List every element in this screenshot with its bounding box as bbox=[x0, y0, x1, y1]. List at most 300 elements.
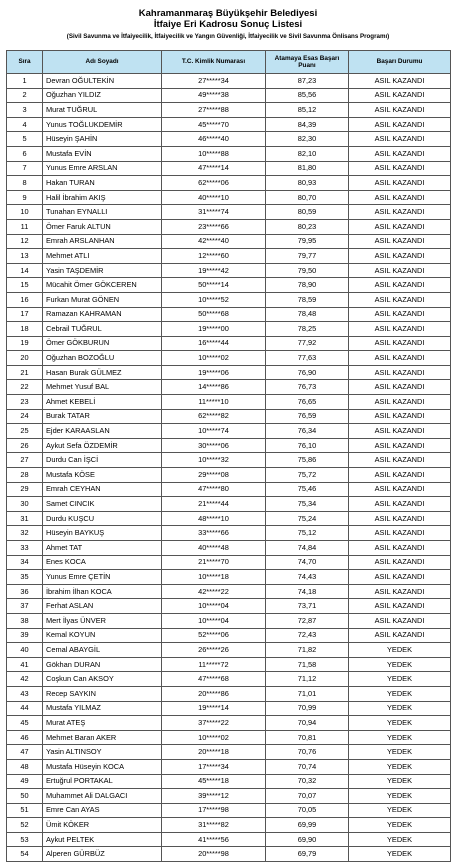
score-cell: 84,39 bbox=[266, 117, 349, 132]
rank-cell: 23 bbox=[7, 395, 43, 410]
score-cell: 70,94 bbox=[266, 716, 349, 731]
id-number-cell: 45*****70 bbox=[162, 117, 266, 132]
id-number-cell: 31*****82 bbox=[162, 818, 266, 833]
name-cell: Ümit KÖKER bbox=[43, 818, 162, 833]
table-row bbox=[7, 336, 451, 351]
rank-cell: 4 bbox=[7, 117, 43, 132]
score-cell: 76,65 bbox=[266, 395, 349, 410]
id-number-cell: 17*****34 bbox=[162, 759, 266, 774]
name-cell: Kemal KOYUN bbox=[43, 628, 162, 643]
table-row bbox=[7, 219, 451, 234]
id-number-cell: 41*****56 bbox=[162, 832, 266, 847]
table-row bbox=[7, 132, 451, 147]
score-cell: 70,74 bbox=[266, 759, 349, 774]
score-cell: 69,90 bbox=[266, 832, 349, 847]
name-cell: Burak TATAR bbox=[43, 409, 162, 424]
rank-cell: 20 bbox=[7, 351, 43, 366]
id-number-cell: 47*****14 bbox=[162, 161, 266, 176]
table-row bbox=[7, 847, 451, 862]
score-cell: 71,12 bbox=[266, 672, 349, 687]
table-row bbox=[7, 205, 451, 220]
rank-cell: 7 bbox=[7, 161, 43, 176]
status-cell: ASIL KAZANDI bbox=[349, 74, 451, 89]
score-cell: 72,87 bbox=[266, 613, 349, 628]
table-row bbox=[7, 234, 451, 249]
name-cell: Cebrail TUĞRUL bbox=[43, 322, 162, 337]
id-number-cell: 48*****10 bbox=[162, 511, 266, 526]
id-number-cell: 10*****74 bbox=[162, 424, 266, 439]
name-cell: Mustafa Hüseyin KOCA bbox=[43, 759, 162, 774]
status-cell: ASIL KAZANDI bbox=[349, 395, 451, 410]
status-cell: ASIL KAZANDI bbox=[349, 161, 451, 176]
rank-cell: 10 bbox=[7, 205, 43, 220]
table-row bbox=[7, 190, 451, 205]
name-cell: Coşkun Can AKSOY bbox=[43, 672, 162, 687]
id-number-cell: 23*****66 bbox=[162, 219, 266, 234]
rank-cell: 38 bbox=[7, 613, 43, 628]
program-subtitle: (Sivil Savunma ve İtfaiyecilik, İtfaiyecilik ve Yangın Güvenliği, İtfaiyecilik ve Sivil Savunma Önlisans Programı) bbox=[66, 33, 390, 40]
header-rank: Sıra bbox=[7, 51, 43, 74]
name-cell: Hakan TURAN bbox=[43, 176, 162, 191]
status-cell: YEDEK bbox=[349, 716, 451, 731]
rank-cell: 26 bbox=[7, 438, 43, 453]
score-cell: 76,90 bbox=[266, 365, 349, 380]
status-cell: ASIL KAZANDI bbox=[349, 438, 451, 453]
status-cell: YEDEK bbox=[349, 759, 451, 774]
name-cell: Emrah CEYHAN bbox=[43, 482, 162, 497]
status-cell: YEDEK bbox=[349, 789, 451, 804]
status-cell: ASIL KAZANDI bbox=[349, 468, 451, 483]
status-cell: ASIL KAZANDI bbox=[349, 292, 451, 307]
id-number-cell: 17*****98 bbox=[162, 803, 266, 818]
rank-cell: 22 bbox=[7, 380, 43, 395]
status-cell: YEDEK bbox=[349, 832, 451, 847]
rank-cell: 40 bbox=[7, 643, 43, 658]
table-row bbox=[7, 672, 451, 687]
score-cell: 73,71 bbox=[266, 599, 349, 614]
status-cell: ASIL KAZANDI bbox=[349, 336, 451, 351]
table-row bbox=[7, 468, 451, 483]
name-cell: Hüseyin BAYKUŞ bbox=[43, 526, 162, 541]
status-cell: ASIL KAZANDI bbox=[349, 307, 451, 322]
table-row bbox=[7, 307, 451, 322]
table-row bbox=[7, 774, 451, 789]
name-cell: Mustafa KÖSE bbox=[43, 468, 162, 483]
name-cell: Ömer GÖKBURUN bbox=[43, 336, 162, 351]
rank-cell: 45 bbox=[7, 716, 43, 731]
status-cell: ASIL KAZANDI bbox=[349, 263, 451, 278]
score-cell: 80,93 bbox=[266, 176, 349, 191]
name-cell: Emrah ARSLANHAN bbox=[43, 234, 162, 249]
table-row bbox=[7, 292, 451, 307]
name-cell: Murat TUĞRUL bbox=[43, 103, 162, 118]
name-cell: Recep SAYKIN bbox=[43, 686, 162, 701]
status-cell: ASIL KAZANDI bbox=[349, 234, 451, 249]
score-cell: 70,07 bbox=[266, 789, 349, 804]
header-name: Adı Soyadı bbox=[43, 51, 162, 74]
score-cell: 70,05 bbox=[266, 803, 349, 818]
list-title: İtfaiye Eri Kadrosu Sonuç Listesi bbox=[153, 19, 303, 30]
rank-cell: 25 bbox=[7, 424, 43, 439]
table-row bbox=[7, 249, 451, 264]
score-cell: 80,23 bbox=[266, 219, 349, 234]
id-number-cell: 19*****06 bbox=[162, 365, 266, 380]
rank-cell: 31 bbox=[7, 511, 43, 526]
id-number-cell: 16*****44 bbox=[162, 336, 266, 351]
status-cell: ASIL KAZANDI bbox=[349, 380, 451, 395]
status-cell: ASIL KAZANDI bbox=[349, 322, 451, 337]
name-cell: Mehmet Baran AKER bbox=[43, 730, 162, 745]
status-cell: ASIL KAZANDI bbox=[349, 103, 451, 118]
rank-cell: 52 bbox=[7, 818, 43, 833]
table-row bbox=[7, 176, 451, 191]
rank-cell: 5 bbox=[7, 132, 43, 147]
institution-title: Kahramanmaraş Büyükşehir Belediyesi bbox=[138, 8, 318, 19]
score-cell: 70,76 bbox=[266, 745, 349, 760]
id-number-cell: 29*****08 bbox=[162, 468, 266, 483]
score-cell: 75,12 bbox=[266, 526, 349, 541]
id-number-cell: 10*****88 bbox=[162, 146, 266, 161]
table-row bbox=[7, 643, 451, 658]
id-number-cell: 40*****10 bbox=[162, 190, 266, 205]
rank-cell: 47 bbox=[7, 745, 43, 760]
rank-cell: 8 bbox=[7, 176, 43, 191]
table-row bbox=[7, 424, 451, 439]
rank-cell: 34 bbox=[7, 555, 43, 570]
rank-cell: 27 bbox=[7, 453, 43, 468]
table-row bbox=[7, 453, 451, 468]
rank-cell: 19 bbox=[7, 336, 43, 351]
status-cell: ASIL KAZANDI bbox=[349, 526, 451, 541]
rank-cell: 48 bbox=[7, 759, 43, 774]
rank-cell: 53 bbox=[7, 832, 43, 847]
table-row bbox=[7, 759, 451, 774]
name-cell: Mehmet Yusuf BAL bbox=[43, 380, 162, 395]
score-cell: 75,34 bbox=[266, 497, 349, 512]
name-cell: Aykut Sefa ÖZDEMİR bbox=[43, 438, 162, 453]
status-cell: ASIL KAZANDI bbox=[349, 453, 451, 468]
table-row bbox=[7, 613, 451, 628]
id-number-cell: 20*****18 bbox=[162, 745, 266, 760]
score-cell: 85,12 bbox=[266, 103, 349, 118]
name-cell: Ferhat ASLAN bbox=[43, 599, 162, 614]
header-score: Atamaya Esas Başarı Puanı bbox=[266, 51, 349, 74]
rank-cell: 12 bbox=[7, 234, 43, 249]
name-cell: Alperen GÜRBÜZ bbox=[43, 847, 162, 862]
score-cell: 76,73 bbox=[266, 380, 349, 395]
status-cell: ASIL KAZANDI bbox=[349, 365, 451, 380]
table-row bbox=[7, 628, 451, 643]
rank-cell: 42 bbox=[7, 672, 43, 687]
name-cell: Enes KOCA bbox=[43, 555, 162, 570]
status-cell: ASIL KAZANDI bbox=[349, 424, 451, 439]
table-row bbox=[7, 526, 451, 541]
name-cell: Oğuzhan YILDIZ bbox=[43, 88, 162, 103]
score-cell: 72,43 bbox=[266, 628, 349, 643]
rank-cell: 29 bbox=[7, 482, 43, 497]
score-cell: 70,99 bbox=[266, 701, 349, 716]
score-cell: 74,84 bbox=[266, 541, 349, 556]
name-cell: Murat ATEŞ bbox=[43, 716, 162, 731]
id-number-cell: 12*****60 bbox=[162, 249, 266, 264]
name-cell: Durdu Can İŞCİ bbox=[43, 453, 162, 468]
rank-cell: 28 bbox=[7, 468, 43, 483]
status-cell: YEDEK bbox=[349, 774, 451, 789]
name-cell: Halil İbrahim AKIŞ bbox=[43, 190, 162, 205]
name-cell: Emre Can AYAS bbox=[43, 803, 162, 818]
status-cell: ASIL KAZANDI bbox=[349, 351, 451, 366]
id-number-cell: 52*****06 bbox=[162, 628, 266, 643]
score-cell: 71,82 bbox=[266, 643, 349, 658]
status-cell: ASIL KAZANDI bbox=[349, 584, 451, 599]
score-cell: 79,77 bbox=[266, 249, 349, 264]
table-row bbox=[7, 497, 451, 512]
id-number-cell: 62*****06 bbox=[162, 176, 266, 191]
table-row bbox=[7, 584, 451, 599]
table-row bbox=[7, 146, 451, 161]
rank-cell: 49 bbox=[7, 774, 43, 789]
name-cell: Cemal ABAYGİL bbox=[43, 643, 162, 658]
name-cell: Yunus Emre ARSLAN bbox=[43, 161, 162, 176]
rank-cell: 17 bbox=[7, 307, 43, 322]
rank-cell: 11 bbox=[7, 219, 43, 234]
id-number-cell: 26*****26 bbox=[162, 643, 266, 658]
status-cell: ASIL KAZANDI bbox=[349, 190, 451, 205]
score-cell: 78,90 bbox=[266, 278, 349, 293]
rank-cell: 15 bbox=[7, 278, 43, 293]
id-number-cell: 10*****02 bbox=[162, 351, 266, 366]
id-number-cell: 30*****06 bbox=[162, 438, 266, 453]
score-cell: 74,70 bbox=[266, 555, 349, 570]
score-cell: 75,72 bbox=[266, 468, 349, 483]
score-cell: 75,86 bbox=[266, 453, 349, 468]
score-cell: 87,23 bbox=[266, 74, 349, 89]
score-cell: 76,59 bbox=[266, 409, 349, 424]
status-cell: ASIL KAZANDI bbox=[349, 613, 451, 628]
score-cell: 80,59 bbox=[266, 205, 349, 220]
id-number-cell: 19*****00 bbox=[162, 322, 266, 337]
table-row bbox=[7, 701, 451, 716]
rank-cell: 16 bbox=[7, 292, 43, 307]
table-row bbox=[7, 745, 451, 760]
rank-cell: 44 bbox=[7, 701, 43, 716]
id-number-cell: 49*****38 bbox=[162, 88, 266, 103]
score-cell: 79,50 bbox=[266, 263, 349, 278]
status-cell: YEDEK bbox=[349, 672, 451, 687]
score-cell: 75,24 bbox=[266, 511, 349, 526]
id-number-cell: 37*****22 bbox=[162, 716, 266, 731]
status-cell: YEDEK bbox=[349, 730, 451, 745]
score-cell: 70,81 bbox=[266, 730, 349, 745]
status-cell: ASIL KAZANDI bbox=[349, 409, 451, 424]
id-number-cell: 10*****32 bbox=[162, 453, 266, 468]
score-cell: 78,25 bbox=[266, 322, 349, 337]
rank-cell: 24 bbox=[7, 409, 43, 424]
status-cell: ASIL KAZANDI bbox=[349, 628, 451, 643]
id-number-cell: 14*****86 bbox=[162, 380, 266, 395]
score-cell: 71,01 bbox=[266, 686, 349, 701]
id-number-cell: 33*****66 bbox=[162, 526, 266, 541]
rank-cell: 30 bbox=[7, 497, 43, 512]
results-table bbox=[6, 50, 451, 862]
name-cell: Ramazan KAHRAMAN bbox=[43, 307, 162, 322]
id-number-cell: 46*****40 bbox=[162, 132, 266, 147]
id-number-cell: 27*****88 bbox=[162, 103, 266, 118]
status-cell: ASIL KAZANDI bbox=[349, 117, 451, 132]
status-cell: YEDEK bbox=[349, 701, 451, 716]
header-id-number: T.C. Kimlik Numarası bbox=[162, 51, 266, 74]
id-number-cell: 31*****74 bbox=[162, 205, 266, 220]
rank-cell: 51 bbox=[7, 803, 43, 818]
score-cell: 74,43 bbox=[266, 570, 349, 585]
table-row bbox=[7, 365, 451, 380]
rank-cell: 41 bbox=[7, 657, 43, 672]
id-number-cell: 40*****48 bbox=[162, 541, 266, 556]
name-cell: Yunus TOĞLUKDEMİR bbox=[43, 117, 162, 132]
id-number-cell: 10*****04 bbox=[162, 613, 266, 628]
status-cell: ASIL KAZANDI bbox=[349, 132, 451, 147]
name-cell: Samet CINCIK bbox=[43, 497, 162, 512]
score-cell: 76,34 bbox=[266, 424, 349, 439]
name-cell: Ahmet TAT bbox=[43, 541, 162, 556]
score-cell: 70,32 bbox=[266, 774, 349, 789]
name-cell: İbrahim İlhan KOCA bbox=[43, 584, 162, 599]
name-cell: Gökhan DURAN bbox=[43, 657, 162, 672]
name-cell: Ömer Faruk ALTUN bbox=[43, 219, 162, 234]
name-cell: Ertuğrul PORTAKAL bbox=[43, 774, 162, 789]
score-cell: 82,10 bbox=[266, 146, 349, 161]
status-cell: ASIL KAZANDI bbox=[349, 249, 451, 264]
name-cell: Mücahit Ömer GÖKCEREN bbox=[43, 278, 162, 293]
name-cell: Aykut PELTEK bbox=[43, 832, 162, 847]
status-cell: YEDEK bbox=[349, 818, 451, 833]
table-header-row bbox=[7, 51, 451, 74]
rank-cell: 46 bbox=[7, 730, 43, 745]
name-cell: Mehmet ATLI bbox=[43, 249, 162, 264]
score-cell: 75,46 bbox=[266, 482, 349, 497]
name-cell: Yunus Emre ÇETİN bbox=[43, 570, 162, 585]
rank-cell: 37 bbox=[7, 599, 43, 614]
table-row bbox=[7, 351, 451, 366]
id-number-cell: 10*****04 bbox=[162, 599, 266, 614]
rank-cell: 54 bbox=[7, 847, 43, 862]
id-number-cell: 47*****68 bbox=[162, 672, 266, 687]
table-row bbox=[7, 686, 451, 701]
rank-cell: 43 bbox=[7, 686, 43, 701]
rank-cell: 9 bbox=[7, 190, 43, 205]
rank-cell: 50 bbox=[7, 789, 43, 804]
id-number-cell: 19*****14 bbox=[162, 701, 266, 716]
id-number-cell: 10*****02 bbox=[162, 730, 266, 745]
table-row bbox=[7, 570, 451, 585]
score-cell: 78,59 bbox=[266, 292, 349, 307]
name-cell: Mert İlyas ÜNVER bbox=[43, 613, 162, 628]
score-cell: 69,99 bbox=[266, 818, 349, 833]
id-number-cell: 20*****86 bbox=[162, 686, 266, 701]
status-cell: ASIL KAZANDI bbox=[349, 511, 451, 526]
id-number-cell: 39*****12 bbox=[162, 789, 266, 804]
id-number-cell: 45*****18 bbox=[162, 774, 266, 789]
score-cell: 85,56 bbox=[266, 88, 349, 103]
table-row bbox=[7, 657, 451, 672]
name-cell: Devran OĞULTEKİN bbox=[43, 74, 162, 89]
score-cell: 80,70 bbox=[266, 190, 349, 205]
score-cell: 77,63 bbox=[266, 351, 349, 366]
table-row bbox=[7, 832, 451, 847]
table-row bbox=[7, 541, 451, 556]
header-status: Başarı Durumu bbox=[349, 51, 451, 74]
name-cell: Muhammet Ali DALGACI bbox=[43, 789, 162, 804]
rank-cell: 35 bbox=[7, 570, 43, 585]
status-cell: ASIL KAZANDI bbox=[349, 88, 451, 103]
score-cell: 69,79 bbox=[266, 847, 349, 862]
table-row bbox=[7, 599, 451, 614]
name-cell: Ahmet KEBELİ bbox=[43, 395, 162, 410]
table-row bbox=[7, 88, 451, 103]
table-row bbox=[7, 117, 451, 132]
table-row bbox=[7, 818, 451, 833]
rank-cell: 2 bbox=[7, 88, 43, 103]
id-number-cell: 21*****44 bbox=[162, 497, 266, 512]
table-row bbox=[7, 409, 451, 424]
score-cell: 82,30 bbox=[266, 132, 349, 147]
id-number-cell: 19*****42 bbox=[162, 263, 266, 278]
status-cell: ASIL KAZANDI bbox=[349, 541, 451, 556]
id-number-cell: 10*****52 bbox=[162, 292, 266, 307]
table-row bbox=[7, 789, 451, 804]
table-row bbox=[7, 278, 451, 293]
table-row bbox=[7, 438, 451, 453]
score-cell: 77,92 bbox=[266, 336, 349, 351]
status-cell: ASIL KAZANDI bbox=[349, 555, 451, 570]
rank-cell: 21 bbox=[7, 365, 43, 380]
score-cell: 74,18 bbox=[266, 584, 349, 599]
id-number-cell: 62*****82 bbox=[162, 409, 266, 424]
name-cell: Yasin ALTINSOY bbox=[43, 745, 162, 760]
rank-cell: 6 bbox=[7, 146, 43, 161]
id-number-cell: 50*****68 bbox=[162, 307, 266, 322]
rank-cell: 1 bbox=[7, 74, 43, 89]
status-cell: ASIL KAZANDI bbox=[349, 497, 451, 512]
name-cell: Oğuzhan BOZOĞLU bbox=[43, 351, 162, 366]
rank-cell: 36 bbox=[7, 584, 43, 599]
rank-cell: 13 bbox=[7, 249, 43, 264]
status-cell: ASIL KAZANDI bbox=[349, 278, 451, 293]
status-cell: YEDEK bbox=[349, 643, 451, 658]
name-cell: Hasan Burak GÜLMEZ bbox=[43, 365, 162, 380]
name-cell: Furkan Murat GÖNEN bbox=[43, 292, 162, 307]
rank-cell: 3 bbox=[7, 103, 43, 118]
table-row bbox=[7, 803, 451, 818]
score-cell: 71,58 bbox=[266, 657, 349, 672]
table-row bbox=[7, 380, 451, 395]
id-number-cell: 50*****14 bbox=[162, 278, 266, 293]
id-number-cell: 11*****10 bbox=[162, 395, 266, 410]
status-cell: ASIL KAZANDI bbox=[349, 219, 451, 234]
status-cell: YEDEK bbox=[349, 803, 451, 818]
name-cell: Mustafa YILMAZ bbox=[43, 701, 162, 716]
id-number-cell: 21*****70 bbox=[162, 555, 266, 570]
table-row bbox=[7, 716, 451, 731]
name-cell: Mustafa EVİN bbox=[43, 146, 162, 161]
rank-cell: 32 bbox=[7, 526, 43, 541]
table-row bbox=[7, 103, 451, 118]
score-cell: 79,95 bbox=[266, 234, 349, 249]
score-cell: 78,48 bbox=[266, 307, 349, 322]
status-cell: YEDEK bbox=[349, 686, 451, 701]
id-number-cell: 47*****80 bbox=[162, 482, 266, 497]
status-cell: YEDEK bbox=[349, 847, 451, 862]
